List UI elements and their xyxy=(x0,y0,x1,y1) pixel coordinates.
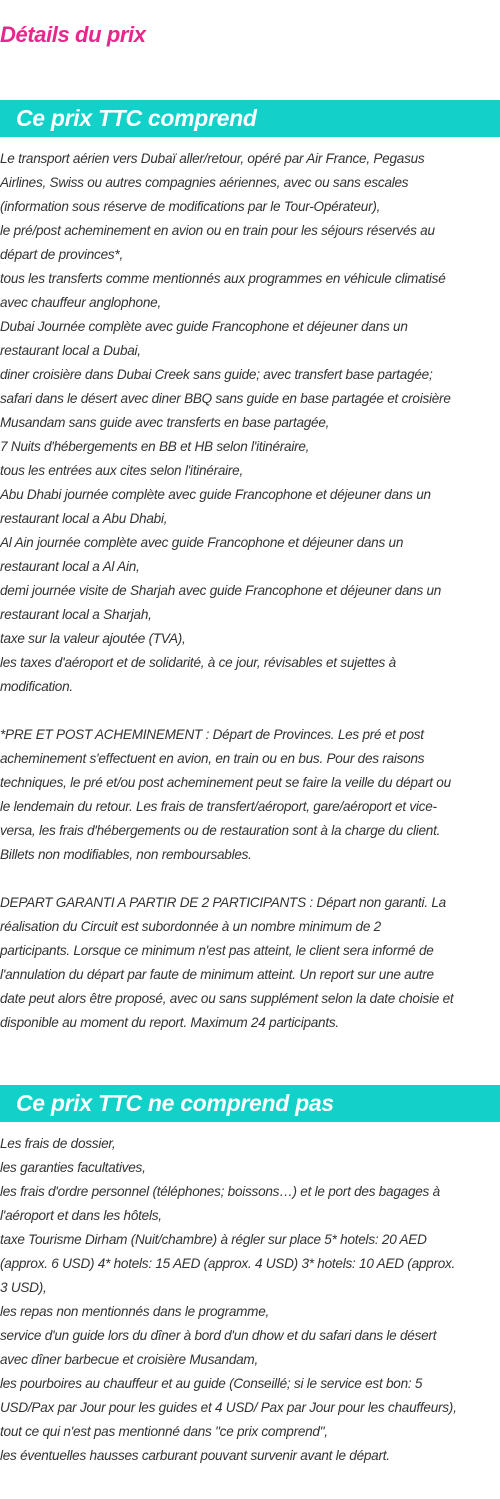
included-line: restaurant local a Sharjah, xyxy=(0,607,152,622)
included-line: Musandam sans guide avec transferts en base partagée, xyxy=(0,415,330,430)
note-line: versa, les frais d'hébergements ou de restauration sont à la charge du client. xyxy=(0,823,441,838)
included-line: restaurant local a Al Ain, xyxy=(0,559,140,574)
included-line: (information sous réserve de modifications par le Tour-Opérateur), xyxy=(0,199,381,214)
excluded-line: les pourboires au chauffeur et au guide (Conseillé; si le service est bon: 5 xyxy=(0,1376,423,1391)
note-line: techniques, le pré et/ou post acheminement peut se faire la veille du départ ou xyxy=(0,775,451,790)
included-line: départ de provinces*, xyxy=(0,247,123,262)
excluded-line: taxe Tourisme Dirham (Nuit/chambre) à régler sur place 5* hotels: 20 AED xyxy=(0,1232,427,1247)
included-line: restaurant local a Dubai, xyxy=(0,343,141,358)
included-line: Le transport aérien vers Dubaï aller/retour, opéré par Air France, Pegasus xyxy=(0,151,425,166)
excluded-list xyxy=(0,1132,500,1468)
included-line: safari dans le désert avec diner BBQ sans guide en base partagée et croisière xyxy=(0,391,451,406)
depart-garanti-note xyxy=(0,891,500,1035)
excluded-line: l'aéroport et dans les hôtels, xyxy=(0,1208,162,1223)
excluded-line: tout ce qui n'est pas mentionné dans "ce prix comprend", xyxy=(0,1424,328,1439)
note-line: *PRE ET POST ACHEMINEMENT : Départ de Provinces. Les pré et post xyxy=(0,727,424,742)
note-line: DEPART GARANTI A PARTIR DE 2 PARTICIPANTS : Départ non garanti. La xyxy=(0,895,446,910)
excluded-line: avec dîner barbecue et croisière Musandam, xyxy=(0,1352,258,1367)
note-line: participants. Lorsque ce minimum n'est pas atteint, le client sera informé de xyxy=(0,943,434,958)
included-line: Al Ain journée complète avec guide Francophone et déjeuner dans un xyxy=(0,535,404,550)
included-line: tous les transferts comme mentionnés aux programmes en véhicule climatisé xyxy=(0,271,446,286)
included-line: Airlines, Swiss ou autres compagnies aériennes, avec ou sans escales xyxy=(0,175,409,190)
excluded-section xyxy=(0,1132,500,1468)
included-section xyxy=(0,147,500,1035)
included-heading: Ce prix TTC comprend xyxy=(0,100,500,137)
page-title: Détails du prix xyxy=(0,22,146,47)
included-list xyxy=(0,147,500,699)
note-line: acheminement s'effectuent en avion, en train ou en bus. Pour des raisons xyxy=(0,751,425,766)
excluded-line: (approx. 6 USD) 4* hotels: 15 AED (approx. 4 USD) 3* hotels: 10 AED (approx. xyxy=(0,1256,456,1271)
included-line: Abu Dhabi journée complète avec guide Francophone et déjeuner dans un xyxy=(0,487,431,502)
included-line: modification. xyxy=(0,679,73,694)
note-line: date peut alors être proposé, avec ou sans supplément selon la date choisie et xyxy=(0,991,454,1006)
paragraph-gap xyxy=(0,867,500,891)
included-line: restaurant local a Abu Dhabi, xyxy=(0,511,168,526)
excluded-line: les garanties facultatives, xyxy=(0,1160,146,1175)
note-line: disponible au moment du report. Maximum 24 participants. xyxy=(0,1015,339,1030)
paragraph-gap xyxy=(0,699,500,723)
excluded-line: 3 USD), xyxy=(0,1280,47,1295)
included-line: tous les entrées aux cites selon l'itinéraire, xyxy=(0,463,243,478)
included-line: diner croisière dans Dubai Creek sans guide; avec transfert base partagée; xyxy=(0,367,433,382)
included-line: demi journée visite de Sharjah avec guide Francophone et déjeuner dans un xyxy=(0,583,442,598)
note-line: le lendemain du retour. Les frais de transfert/aéroport, gare/aéroport et vice- xyxy=(0,799,437,814)
excluded-line: les repas non mentionnés dans le programme, xyxy=(0,1304,270,1319)
note-line: l'annulation du départ par faute de minimum atteint. Un report sur une autre xyxy=(0,967,434,982)
excluded-line: les frais d'ordre personnel (téléphones; boissons…) et le port des bagages à xyxy=(0,1184,440,1199)
note-line: Billets non modifiables, non remboursables. xyxy=(0,847,252,862)
excluded-line: Les frais de dossier, xyxy=(0,1136,116,1151)
excluded-line: USD/Pax par Jour pour les guides et 4 USD/ Pax par Jour pour les chauffeurs), xyxy=(0,1400,457,1415)
included-line: 7 Nuits d'hébergements en BB et HB selon l'itinéraire, xyxy=(0,439,310,454)
preacheminement-note xyxy=(0,723,500,867)
included-line: les taxes d'aéroport et de solidarité, à ce jour, révisables et sujettes à xyxy=(0,655,396,670)
included-line: avec chauffeur anglophone, xyxy=(0,295,161,310)
excluded-line: service d'un guide lors du dîner à bord d'un dhow et du safari dans le désert xyxy=(0,1328,437,1343)
included-line: le pré/post acheminement en avion ou en train pour les séjours réservés au xyxy=(0,223,435,238)
included-line: taxe sur la valeur ajoutée (TVA), xyxy=(0,631,186,646)
note-line: réalisation du Circuit est subordonnée à un nombre minimum de 2 xyxy=(0,919,381,934)
excluded-heading: Ce prix TTC ne comprend pas xyxy=(0,1085,500,1122)
excluded-line: les éventuelles hausses carburant pouvant survenir avant le départ. xyxy=(0,1448,390,1463)
included-line: Dubai Journée complète avec guide Francophone et déjeuner dans un xyxy=(0,319,408,334)
